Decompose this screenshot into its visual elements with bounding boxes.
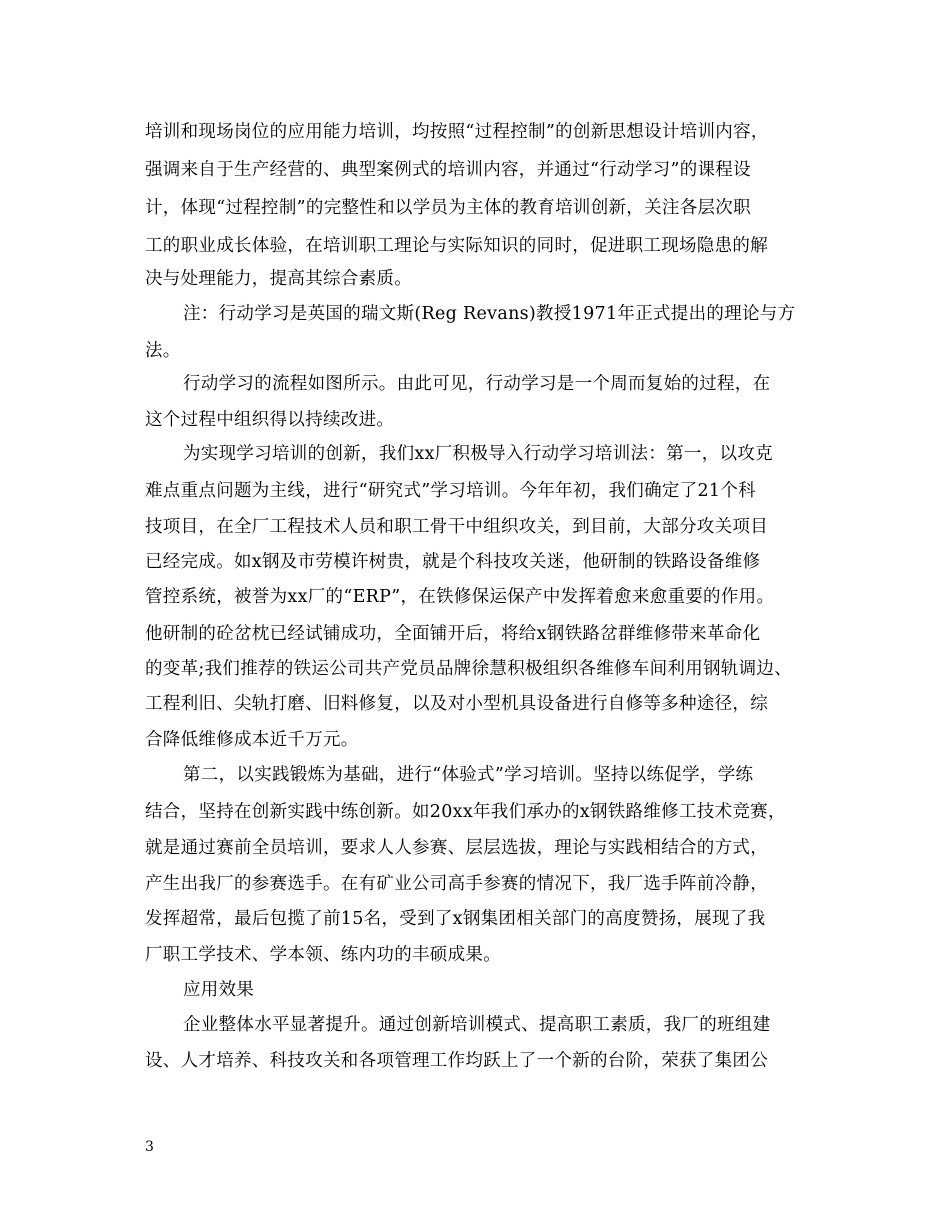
text-line: 工的职业成长体验，在培训职工理论与实际知识的同时，促进职工现场隐患的解: [145, 236, 768, 256]
section-heading: 应用效果: [183, 980, 255, 1000]
text-line: 产生出我厂的参赛选手。在有矿业公司高手参赛的情况下，我厂选手阵前冷静，: [145, 874, 768, 894]
text-line: 难点重点问题为主线，进行“研究式”学习培训。今年年初，我们确定了21个科: [145, 481, 756, 501]
text-line: 工程利旧、尖轨打磨、旧料修复，以及对小型机具设备进行自修等多种途径，综: [145, 694, 768, 714]
text-line: 决与处理能力，提高其综合素质。: [145, 269, 412, 289]
page-number: 3: [145, 1139, 154, 1155]
text-line: 设、人才培养、科技攻关和各项管理工作均跃上了一个新的台阶，荣获了集团公: [145, 1051, 768, 1071]
text-line: 发挥超常，最后包揽了前15名，受到了x钢集团相关部门的高度赞扬，展现了我: [145, 909, 766, 929]
text-line: 企业整体水平显著提升。通过创新培训模式、提高职工素质，我厂的班组建: [183, 1015, 771, 1035]
text-line: 的变革;我们推荐的铁运公司共产党员品牌徐慧积极组织各维修车间利用钢轨调边、: [145, 659, 792, 679]
text-line: 就是通过赛前全员培训，要求人人参赛、层层选拔，理论与实践相结合的方式，: [145, 838, 768, 858]
text-line: 培训和现场岗位的应用能力培训，均按照“过程控制”的创新思想设计培训内容，: [145, 122, 769, 142]
text-line: 为实现学习培训的创新，我们xx厂积极导入行动学习培训法：第一，以攻克: [183, 444, 773, 464]
text-line: 行动学习的流程如图所示。由此可见，行动学习是一个周而复始的过程，在: [183, 374, 771, 394]
text-line: 厂职工学技术、学本领、练内功的丰硕成果。: [145, 945, 501, 965]
text-line: 已经完成。如x钢及市劳模许树贵，就是个科技攻关迷，他研制的铁路设备维修: [145, 552, 761, 572]
text-line: 技项目，在全厂工程技术人员和职工骨干中组织攻关，到目前，大部分攻关项目: [145, 517, 768, 537]
text-line: 注：行动学习是英国的瑞文斯(Reg Revans)教授1971年正式提出的理论与方: [183, 304, 796, 324]
text-line: 合降低维修成本近千万元。: [145, 730, 359, 750]
text-line: 计，体现“过程控制”的完整性和以学员为主体的教育培训创新，关注各层次职: [145, 198, 751, 218]
text-line: 结合，坚持在创新实践中练创新。如20xx年我们承办的x钢铁路维修工技术竞赛，: [145, 802, 786, 822]
text-line: 第二，以实践锻炼为基础，进行“体验式”学习培训。坚持以练促学，学练: [183, 765, 754, 785]
text-line: 法。: [145, 341, 181, 361]
text-line: 强调来自于生产经营的、典型案例式的培训内容，并通过“行动学习”的课程设: [145, 160, 751, 180]
text-line: 这个过程中组织得以持续改进。: [145, 410, 395, 430]
text-line: 他研制的砼岔枕已经试铺成功，全面铺开后，将给x钢铁路岔群维修带来革命化: [145, 624, 761, 644]
text-line: 管控系统，被誉为xx厂的“ERP”，在铁修保运保产中发挥着愈来愈重要的作用。: [145, 587, 775, 607]
